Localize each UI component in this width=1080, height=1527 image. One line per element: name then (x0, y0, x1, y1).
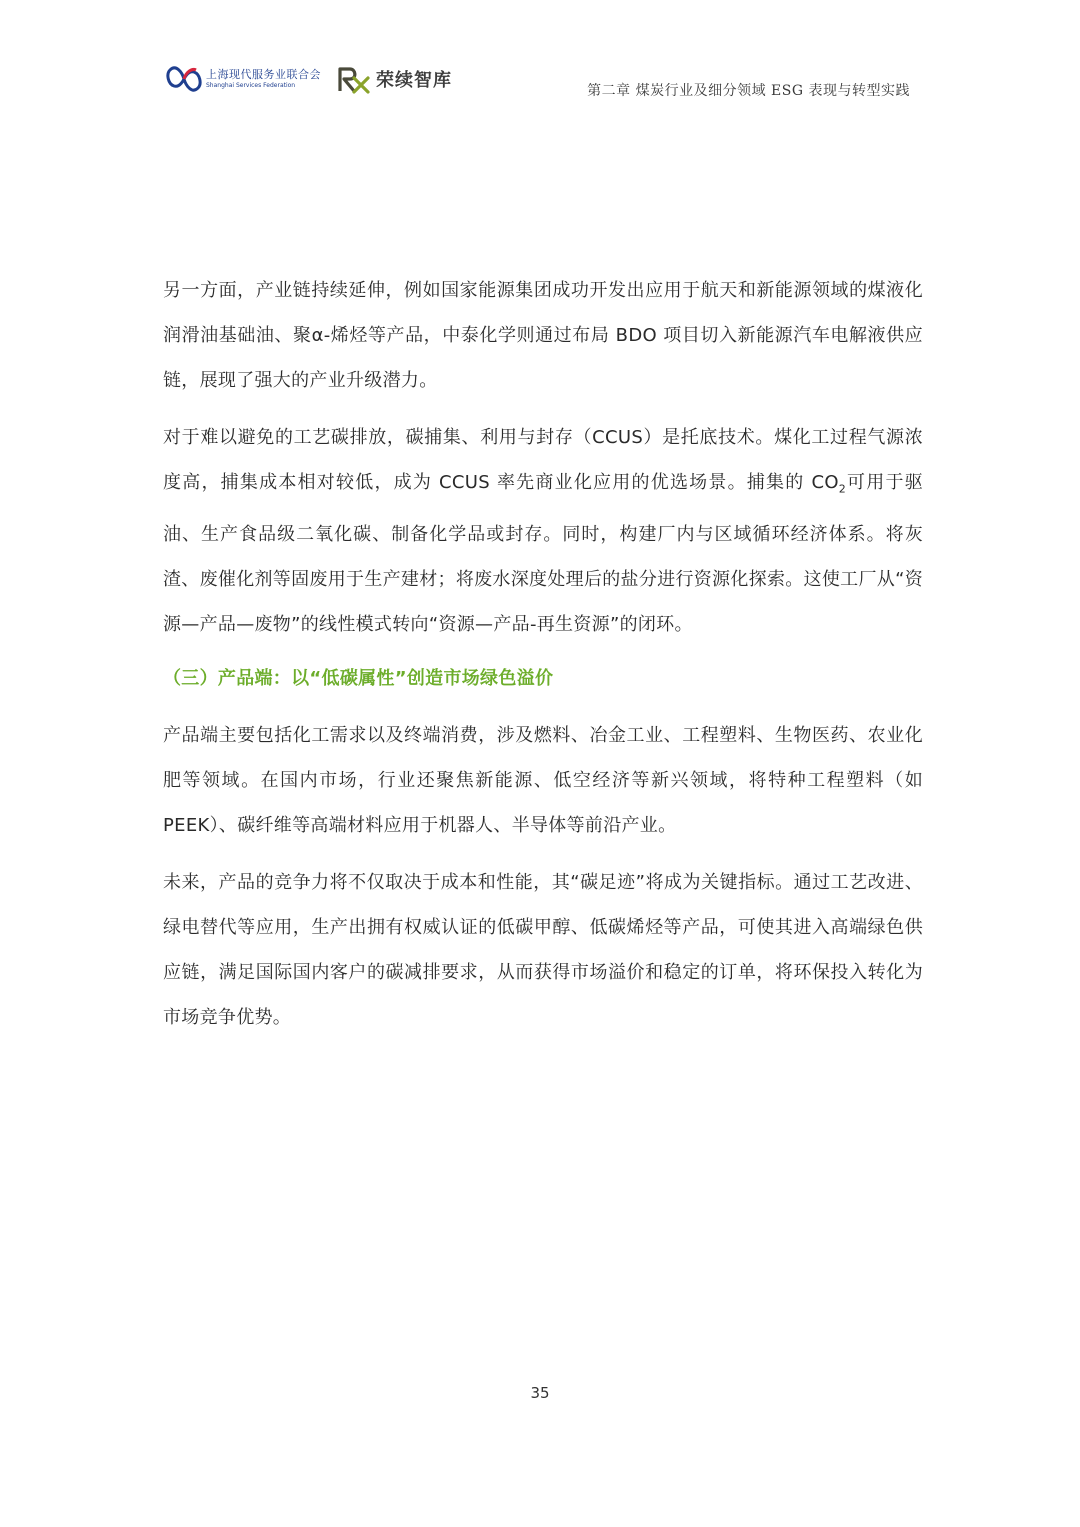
paragraph-ccus-part2: 可用于驱油、生产食品级二氧化碳、制备化学品或封存。同时，构建厂内与区域循环经济体系。将灰渣、废催化剂等固废用于生产建材；将废水深度处理后的盐分进行资源化探索。这使工厂从“资源—产品—废物”的线性模式转向“资源—产品-再生资源”的闭环。 (163, 472, 923, 635)
ssf-name-cn: 上海现代服务业联合会 (206, 68, 321, 81)
co2-subscript: 2 (838, 482, 847, 496)
ssf-name (206, 68, 321, 90)
ssf-logo-icon (166, 64, 202, 94)
chapter-title: 第二章 煤炭行业及细分领域 ESG 表现与转型实践 (587, 83, 910, 99)
paragraph-industry-chain: 另一方面，产业链持续延伸，例如国家能源集团成功开发出应用于航天和新能源领域的煤液化润滑油基础油、聚α-烯烃等产品，中泰化学则通过布局 BDO 项目切入新能源汽车电解液供应链，展现了强大的产业升级潜力。 (163, 280, 923, 391)
paragraph-ccus-part1: 对于难以避免的工艺碳排放，碳捕集、利用与封存（CCUS）是托底技术。煤化工过程气源浓度高，捕集成本相对较低，成为 CCUS 率先商业化应用的优选场景。捕集的 CO (163, 427, 923, 493)
paragraph-product-end: 产品端主要包括化工需求以及终端消费，涉及燃料、冶金工业、工程塑料、生物医药、农业化肥等领域。在国内市场，行业还聚焦新能源、低空经济等新兴领域，将特种工程塑料（如 PEEK）、碳纤维等高端材料应用于机器人、半导体等前沿产业。 (163, 724, 923, 836)
rx-name: 荣续智库 (376, 70, 452, 91)
paragraph-future: 未来，产品的竞争力将不仅取决于成本和性能，其“碳足迹”将成为关键指标。通过工艺改进、绿电替代等应用，生产出拥有权威认证的低碳甲醇、低碳烯烃等产品，可使其进入高端绿色供应链，满足国际国内客户的碳减排要求，从而获得市场溢价和稳定的订单，将环保投入转化为市场竞争优势。 (163, 871, 923, 1028)
page-header (0, 0, 1080, 120)
rx-logo-icon (336, 64, 372, 94)
page-number: 35 (530, 1384, 550, 1402)
section-heading-product: （三）产品端：以“低碳属性”创造市场绿色溢价 (163, 667, 554, 689)
main-content (163, 268, 923, 1052)
paragraph-ccus (163, 415, 923, 647)
ssf-name-en: Shanghai Services Federation (206, 82, 296, 89)
